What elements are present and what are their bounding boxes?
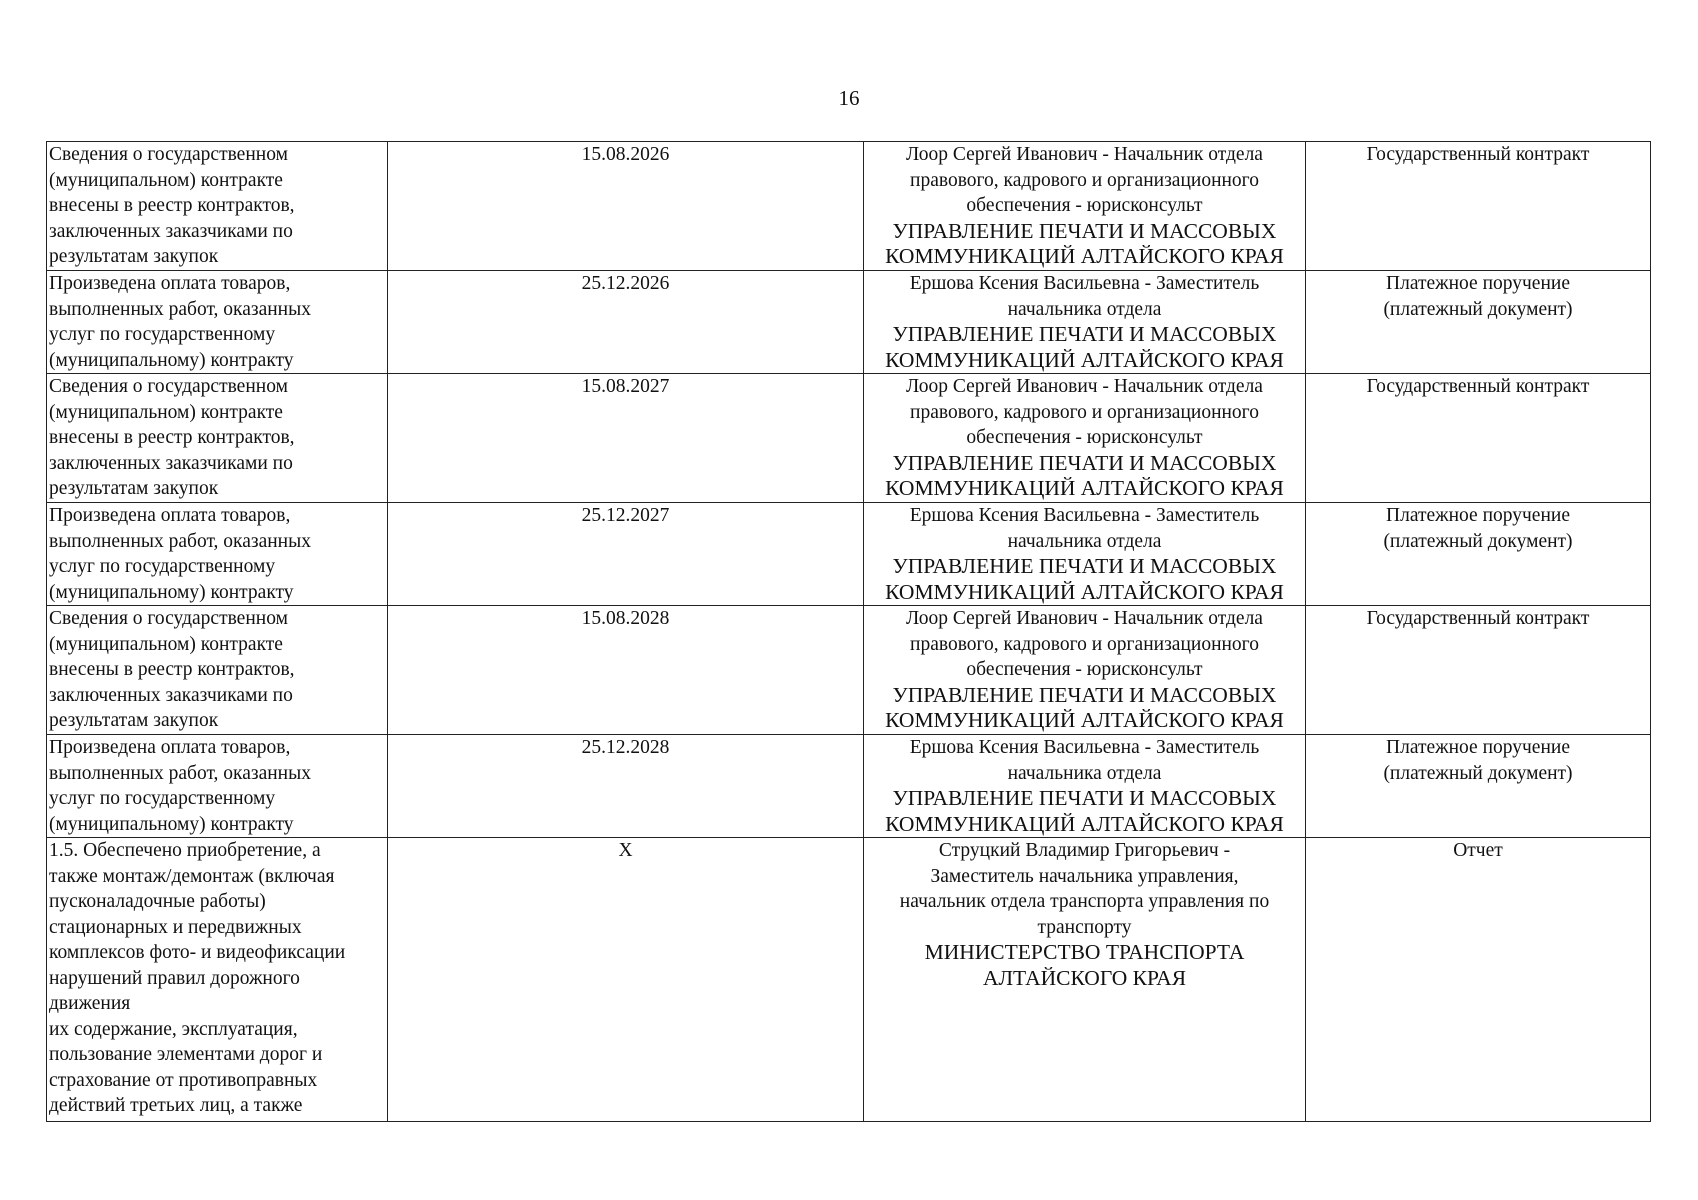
page-number: 16 xyxy=(838,86,860,110)
responsible-cell xyxy=(864,838,1306,1122)
responsible-person: Ершова Ксения Васильевна - Заместитель начальника отдела xyxy=(909,505,1260,552)
responsible-cell xyxy=(864,374,1306,503)
responsible-person: Ершова Ксения Васильевна - Заместитель начальника отдела xyxy=(909,737,1260,784)
responsible-organization: УПРАВЛЕНИЕ ПЕЧАТИ И МАССОВЫХ КОММУНИКАЦИЙ АЛТАЙСКОГО КРАЯ xyxy=(885,218,1284,268)
table-row xyxy=(47,735,1651,838)
event-cell: Произведена оплата товаров, выполненных работ, оказанных услуг по государственному (муниципальному) контракту xyxy=(47,271,388,374)
responsible-cell xyxy=(864,142,1306,271)
document-cell: Государственный контракт xyxy=(1306,142,1651,271)
responsible-organization: УПРАВЛЕНИЕ ПЕЧАТИ И МАССОВЫХ КОММУНИКАЦИЙ АЛТАЙСКОГО КРАЯ xyxy=(885,322,1284,372)
document-cell: Платежное поручение (платежный документ) xyxy=(1306,503,1651,606)
table-row xyxy=(47,606,1651,735)
event-cell: Произведена оплата товаров, выполненных работ, оказанных услуг по государственному (муниципальному) контракту xyxy=(47,735,388,838)
event-cell: 1.5. Обеспечено приобретение, а также монтаж/демонтаж (включая пусконаладочные работы) стационарных и передвижных комплексов фото- и видеофиксации нарушений правил дорожного движения их содержание, эксплуатация, пользование элементами дорог и страхование от противоправных действий третьих лиц, а также xyxy=(47,838,388,1122)
date-cell: 25.12.2026 xyxy=(388,271,864,374)
date-cell: 25.12.2027 xyxy=(388,503,864,606)
table-row xyxy=(47,838,1651,1122)
responsible-organization: УПРАВЛЕНИЕ ПЕЧАТИ И МАССОВЫХ КОММУНИКАЦИЙ АЛТАЙСКОГО КРАЯ xyxy=(885,450,1284,500)
responsible-organization: УПРАВЛЕНИЕ ПЕЧАТИ И МАССОВЫХ КОММУНИКАЦИЙ АЛТАЙСКОГО КРАЯ xyxy=(885,682,1284,732)
responsible-organization: УПРАВЛЕНИЕ ПЕЧАТИ И МАССОВЫХ КОММУНИКАЦИЙ АЛТАЙСКОГО КРАЯ xyxy=(885,554,1284,604)
responsible-organization: УПРАВЛЕНИЕ ПЕЧАТИ И МАССОВЫХ КОММУНИКАЦИЙ АЛТАЙСКОГО КРАЯ xyxy=(885,786,1284,836)
date-cell: X xyxy=(388,838,864,1122)
date-cell: 15.08.2028 xyxy=(388,606,864,735)
responsible-cell xyxy=(864,503,1306,606)
event-cell: Сведения о государственном (муниципальном) контракте внесены в реестр контрактов, заключенных заказчиками по результатам закупок xyxy=(47,374,388,503)
document-cell: Отчет xyxy=(1306,838,1651,1122)
event-cell: Произведена оплата товаров, выполненных работ, оказанных услуг по государственному (муниципальному) контракту xyxy=(47,503,388,606)
responsible-person: Лоор Сергей Иванович - Начальник отдела правового, кадрового и организационного обеспечения - юрисконсульт xyxy=(906,608,1263,680)
document-cell: Государственный контракт xyxy=(1306,374,1651,503)
responsible-person: Струцкий Владимир Григорьевич - Заместитель начальника управления, начальник отдела транспорта управления по транспорту xyxy=(899,840,1270,938)
document-cell: Платежное поручение (платежный документ) xyxy=(1306,735,1651,838)
date-cell: 15.08.2027 xyxy=(388,374,864,503)
control-points-table xyxy=(46,141,1651,1122)
responsible-organization: МИНИСТЕРСТВО ТРАНСПОРТА АЛТАЙСКОГО КРАЯ xyxy=(924,940,1245,990)
table-row xyxy=(47,142,1651,271)
event-cell: Сведения о государственном (муниципальном) контракте внесены в реестр контрактов, заключенных заказчиками по результатам закупок xyxy=(47,606,388,735)
responsible-cell xyxy=(864,735,1306,838)
responsible-cell xyxy=(864,606,1306,735)
responsible-person: Лоор Сергей Иванович - Начальник отдела правового, кадрового и организационного обеспечения - юрисконсульт xyxy=(906,144,1263,216)
table-row xyxy=(47,503,1651,606)
date-cell: 25.12.2028 xyxy=(388,735,864,838)
table-row xyxy=(47,271,1651,374)
table-row xyxy=(47,374,1651,503)
event-cell: Сведения о государственном (муниципальном) контракте внесены в реестр контрактов, заключенных заказчиками по результатам закупок xyxy=(47,142,388,271)
responsible-person: Лоор Сергей Иванович - Начальник отдела правового, кадрового и организационного обеспечения - юрисконсульт xyxy=(906,376,1263,448)
date-cell: 15.08.2026 xyxy=(388,142,864,271)
document-cell: Платежное поручение (платежный документ) xyxy=(1306,271,1651,374)
document-cell: Государственный контракт xyxy=(1306,606,1651,735)
responsible-cell xyxy=(864,271,1306,374)
responsible-person: Ершова Ксения Васильевна - Заместитель начальника отдела xyxy=(909,273,1260,320)
